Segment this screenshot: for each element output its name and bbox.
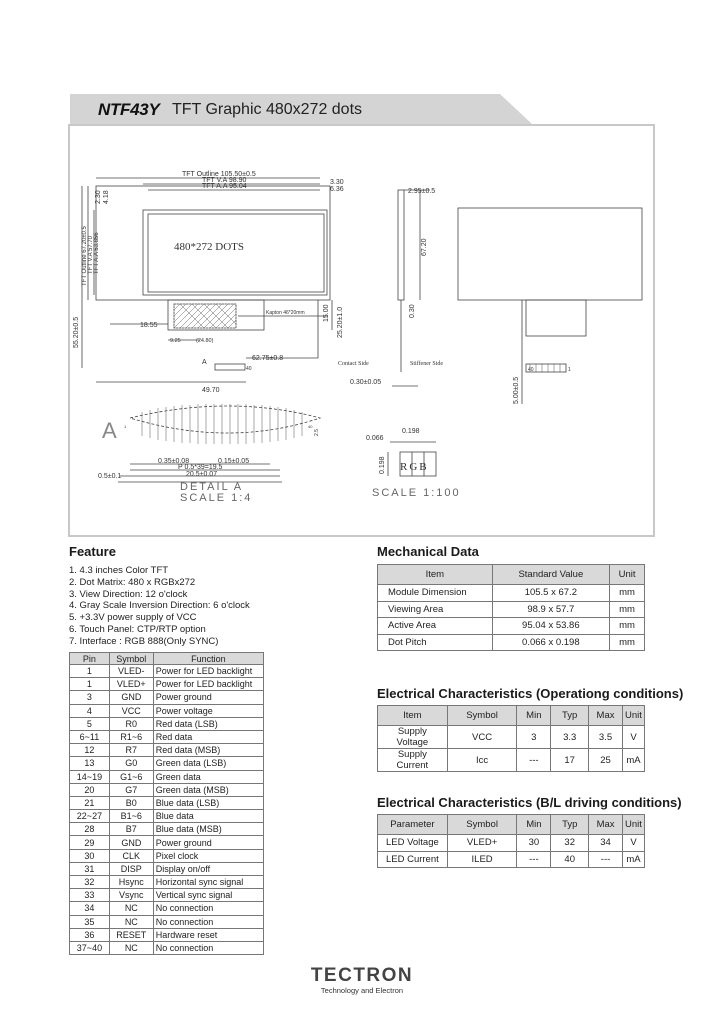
- page-header: [70, 94, 532, 124]
- table-cell: LED Voltage: [378, 835, 448, 852]
- table-row: [70, 717, 264, 730]
- table-cell: Horizontal sync signal: [153, 876, 263, 889]
- col-max: Max: [589, 706, 623, 726]
- connector-tail: [215, 364, 245, 370]
- table-cell: 29: [70, 836, 110, 849]
- table-row: [70, 665, 264, 678]
- backlight-table: [377, 814, 645, 868]
- col-min: Min: [517, 706, 551, 726]
- table-cell: 31: [70, 862, 110, 875]
- table-cell: G0: [109, 757, 153, 770]
- table-cell: 34: [70, 902, 110, 915]
- dim-330: 3.30: [330, 179, 344, 186]
- table-row: [378, 601, 645, 618]
- col-unit: Unit: [622, 815, 644, 835]
- table-cell: 3: [70, 691, 110, 704]
- mechanical-drawing: [68, 124, 655, 537]
- table-cell: mm: [610, 618, 645, 635]
- table-cell: Power for LED backlight: [153, 678, 263, 691]
- pixel-scale: SCALE 1:100: [372, 487, 461, 499]
- table-cell: V: [622, 726, 644, 749]
- brand-name: TECTRON: [310, 965, 414, 986]
- table-cell: 30: [70, 849, 110, 862]
- table-cell: NC: [109, 941, 153, 954]
- table-row: [70, 678, 264, 691]
- dim-230: 2.30: [95, 190, 102, 204]
- table-cell: 98.9 x 57.7: [492, 601, 609, 618]
- table-cell: NC: [109, 915, 153, 928]
- table-cell: Power voltage: [153, 704, 263, 717]
- table-cell: 13: [70, 757, 110, 770]
- dim-500: 5.00±0.5: [513, 376, 520, 404]
- dim-035: 0.35±0.08: [158, 458, 190, 465]
- table-row: [70, 730, 264, 743]
- dim-6720: 67.20: [421, 238, 428, 256]
- table-cell: 32: [551, 835, 589, 852]
- table-cell: Green data (LSB): [153, 757, 263, 770]
- dim-pitch: P 0.5*39=19.5: [178, 464, 223, 471]
- table-cell: GND: [109, 691, 153, 704]
- feature-title: Feature: [69, 544, 116, 559]
- table-cell: Icc: [447, 749, 517, 772]
- table-cell: Pixel clock: [153, 849, 263, 862]
- table-cell: 37~40: [70, 941, 110, 954]
- table-cell: ILED: [447, 851, 517, 868]
- dim-030b: 0.30±0.05: [350, 379, 382, 386]
- table-cell: No connection: [153, 902, 263, 915]
- col-unit: Unit: [622, 706, 644, 726]
- table-cell: mm: [610, 634, 645, 651]
- backlight-header: [378, 815, 645, 835]
- table-cell: 1: [70, 678, 110, 691]
- model-name: NTF43Y: [98, 100, 160, 119]
- dim-5520: 55.20±0.5: [73, 316, 80, 348]
- table-cell: 28: [70, 823, 110, 836]
- col-symbol: Symbol: [447, 815, 517, 835]
- table-cell: 30: [517, 835, 551, 852]
- table-cell: Red data: [153, 730, 263, 743]
- table-cell: Hsync: [109, 876, 153, 889]
- table-cell: VCC: [447, 726, 517, 749]
- table-row: [70, 889, 264, 902]
- table-cell: Red data (MSB): [153, 744, 263, 757]
- table-cell: B0: [109, 796, 153, 809]
- table-cell: Supply Voltage: [378, 726, 448, 749]
- brand-tagline: Technology and Electron: [320, 986, 404, 995]
- detail-pin-40: 40: [308, 424, 313, 429]
- table-cell: 32: [70, 876, 110, 889]
- table-cell: Vertical sync signal: [153, 889, 263, 902]
- rear-view: [458, 208, 642, 300]
- table-cell: VCC: [109, 704, 153, 717]
- table-row: [378, 749, 645, 772]
- table-cell: DISP: [109, 862, 153, 875]
- pin-40-label: 40: [246, 366, 252, 372]
- stiffener-side-label: Stiffener Side: [410, 361, 444, 367]
- table-cell: 35: [70, 915, 110, 928]
- rear-fpc: [526, 300, 586, 336]
- dim-v-aa: TFT A.A 53.856: [94, 232, 100, 274]
- table-cell: Green data: [153, 770, 263, 783]
- table-cell: Power ground: [153, 691, 263, 704]
- table-cell: ---: [517, 851, 551, 868]
- table-cell: R0: [109, 717, 153, 730]
- table-cell: B7: [109, 823, 153, 836]
- detail-a-letter: A: [102, 418, 117, 443]
- table-cell: 21: [70, 796, 110, 809]
- col-typ: Typ: [551, 815, 589, 835]
- table-cell: Power for LED backlight: [153, 665, 263, 678]
- table-cell: Power ground: [153, 836, 263, 849]
- table-row: [378, 634, 645, 651]
- table-cell: Viewing Area: [378, 601, 493, 618]
- dim-tft-va: TFT V.A 98.90: [202, 177, 247, 184]
- dim-4970: 49.70: [202, 387, 220, 394]
- rear-pin-1: 1: [568, 367, 571, 373]
- table-cell: Blue data: [153, 810, 263, 823]
- table-row: [70, 744, 264, 757]
- mechanical-header: [378, 565, 645, 585]
- dim-6275: 62.75±0.8: [252, 355, 284, 362]
- table-cell: mm: [610, 585, 645, 602]
- table-row: [70, 862, 264, 875]
- table-cell: 33: [70, 889, 110, 902]
- table-cell: mm: [610, 601, 645, 618]
- table-cell: Blue data (MSB): [153, 823, 263, 836]
- col-parameter: Parameter: [378, 815, 448, 835]
- dim-2520: 25.20±1.0: [337, 306, 344, 338]
- feature-item: 5. +3.3V power supply of VCC: [69, 612, 197, 624]
- dim-v-va: TFT V.A 57.70: [88, 235, 94, 274]
- dim-25: 2.5: [314, 429, 320, 436]
- table-cell: GND: [109, 836, 153, 849]
- table-cell: Red data (LSB): [153, 717, 263, 730]
- table-cell: mA: [622, 851, 644, 868]
- table-cell: Hardware reset: [153, 928, 263, 941]
- table-row: [378, 726, 645, 749]
- dim-205: 20.5±0.07: [186, 471, 218, 478]
- table-row: [70, 770, 264, 783]
- table-cell: 36: [70, 928, 110, 941]
- table-cell: B1~6: [109, 810, 153, 823]
- col-symbol: Symbol: [447, 706, 517, 726]
- backlight-title: Electrical Characteristics (B/L driving conditions): [377, 795, 682, 810]
- table-row: [70, 928, 264, 941]
- table-cell: 3.3: [551, 726, 589, 749]
- table-row: [70, 849, 264, 862]
- electrical-title: Electrical Characteristics (Operationg conditions): [377, 686, 684, 701]
- table-cell: 5: [70, 717, 110, 730]
- drawing-svg: [70, 126, 655, 537]
- table-cell: VLED+: [447, 835, 517, 852]
- pin-table: [69, 652, 264, 955]
- table-cell: mA: [622, 749, 644, 772]
- table-cell: ---: [589, 851, 623, 868]
- dim-015: 0.15±0.05: [218, 458, 250, 465]
- display-label: 480*272 DOTS: [174, 241, 244, 253]
- table-cell: ---: [517, 749, 551, 772]
- table-cell: 22~27: [70, 810, 110, 823]
- dim-0198a: 0.198: [402, 428, 420, 435]
- dim-2480: (24.80): [196, 338, 214, 344]
- dim-295: 2.95±0.5: [408, 188, 436, 195]
- dim-1500: 15.00: [323, 304, 330, 322]
- table-cell: Module Dimension: [378, 585, 493, 602]
- feature-item: 1. 4.3 inches Color TFT: [69, 565, 169, 576]
- contact-side-label: Contact Side: [338, 361, 369, 367]
- table-row: [70, 823, 264, 836]
- table-cell: 40: [551, 851, 589, 868]
- col-max: Max: [589, 815, 623, 835]
- rear-pin-40: 40: [528, 367, 534, 373]
- mechanical-title: Mechanical Data: [377, 544, 479, 559]
- col-function: Function: [153, 653, 263, 665]
- table-cell: 105.5 x 67.2: [492, 585, 609, 602]
- table-row: [70, 876, 264, 889]
- feature-item: 7. Interface : RGB 888(Only SYNC): [69, 635, 219, 647]
- dim-05: 0.5±0.1: [98, 473, 122, 480]
- table-cell: 95.04 x 53.86: [492, 618, 609, 635]
- table-cell: Green data (MSB): [153, 783, 263, 796]
- table-row: [70, 810, 264, 823]
- table-row: [70, 691, 264, 704]
- table-cell: VLED-: [109, 665, 153, 678]
- dim-925: 9.25: [170, 338, 181, 344]
- table-cell: Blue data (LSB): [153, 796, 263, 809]
- table-cell: 34: [589, 835, 623, 852]
- dim-tft-outline: TFT Outline 105.50±0.5: [182, 171, 256, 178]
- table-cell: R7: [109, 744, 153, 757]
- table-row: [378, 585, 645, 602]
- table-cell: 4: [70, 704, 110, 717]
- col-symbol: Symbol: [109, 653, 153, 665]
- electrical-body: [378, 726, 645, 772]
- col-unit: Unit: [610, 565, 645, 585]
- dim-v-outline: TFT Outline 67.20±0.5: [82, 226, 88, 286]
- table-row: [70, 836, 264, 849]
- table-row: [378, 851, 645, 868]
- table-cell: No connection: [153, 941, 263, 954]
- table-cell: Active Area: [378, 618, 493, 635]
- detail-ref-a: A: [202, 359, 207, 366]
- detail-a-scale: SCALE 1:4: [180, 492, 253, 504]
- electrical-table: [377, 705, 645, 772]
- feature-list: [69, 565, 359, 648]
- dim-636: 6.36: [330, 186, 344, 193]
- table-row: [70, 704, 264, 717]
- table-cell: G1~6: [109, 770, 153, 783]
- detail-pin-1: 1: [124, 424, 127, 429]
- col-typ: Typ: [551, 706, 589, 726]
- table-cell: Vsync: [109, 889, 153, 902]
- electrical-header: [378, 706, 645, 726]
- table-cell: Supply Current: [378, 749, 448, 772]
- dim-418: 4.18: [103, 190, 110, 204]
- table-cell: 20: [70, 783, 110, 796]
- col-pin: Pin: [70, 653, 110, 665]
- dim-030: 0.30: [409, 304, 416, 318]
- table-cell: G7: [109, 783, 153, 796]
- table-cell: 12: [70, 744, 110, 757]
- pin-table-header: [70, 653, 264, 665]
- table-row: [70, 915, 264, 928]
- table-cell: 3: [517, 726, 551, 749]
- table-row: [70, 902, 264, 915]
- col-min: Min: [517, 815, 551, 835]
- feature-item: 3. View Direction: 12 o'clock: [69, 588, 188, 600]
- detail-a-outline: [130, 406, 320, 433]
- model-description: TFT Graphic 480x272 dots: [172, 101, 363, 118]
- table-row: [70, 757, 264, 770]
- table-row: [70, 783, 264, 796]
- table-cell: 6~11: [70, 730, 110, 743]
- table-cell: NC: [109, 902, 153, 915]
- table-cell: V: [622, 835, 644, 852]
- table-cell: R1~6: [109, 730, 153, 743]
- table-row: [378, 618, 645, 635]
- table-cell: VLED+: [109, 678, 153, 691]
- side-view: [398, 190, 404, 300]
- mechanical-table: [377, 564, 645, 651]
- table-cell: RESET: [109, 928, 153, 941]
- dim-tft-aa: TFT A.A 95.04: [202, 183, 247, 190]
- col-item: Item: [378, 706, 448, 726]
- active-area: [148, 214, 324, 292]
- table-cell: 1: [70, 665, 110, 678]
- table-cell: LED Current: [378, 851, 448, 868]
- table-cell: 17: [551, 749, 589, 772]
- table-cell: No connection: [153, 915, 263, 928]
- feature-item: 2. Dot Matrix: 480 x RGBx272: [69, 576, 196, 588]
- table-row: [378, 835, 645, 852]
- backlight-body: [378, 835, 645, 868]
- table-row: [70, 796, 264, 809]
- col-standard-value: Standard Value: [492, 565, 609, 585]
- feature-item: 6. Touch Panel: CTP/RTP option: [69, 623, 206, 635]
- dim-0066: 0.066: [366, 435, 384, 442]
- mechanical-body: [378, 585, 645, 651]
- detail-a-title: DETAIL A: [180, 481, 244, 493]
- table-cell: CLK: [109, 849, 153, 862]
- table-row: [70, 941, 264, 954]
- table-cell: 25: [589, 749, 623, 772]
- table-cell: 14~19: [70, 770, 110, 783]
- col-item: Item: [378, 565, 493, 585]
- rgb-label: RGB: [400, 461, 429, 473]
- dim-0198b: 0.198: [379, 456, 386, 474]
- table-cell: Display on/off: [153, 862, 263, 875]
- table-cell: 0.066 x 0.198: [492, 634, 609, 651]
- feature-item: 4. Gray Scale Inversion Direction: 6 o'clock: [69, 600, 250, 612]
- pin-table-body: [70, 665, 264, 955]
- dim-1855: 18.55: [140, 322, 158, 329]
- table-cell: 3.5: [589, 726, 623, 749]
- brand-logo: [300, 966, 424, 996]
- table-cell: Dot Pitch: [378, 634, 493, 651]
- kapton-label: Kapton 46*20mm: [266, 310, 305, 316]
